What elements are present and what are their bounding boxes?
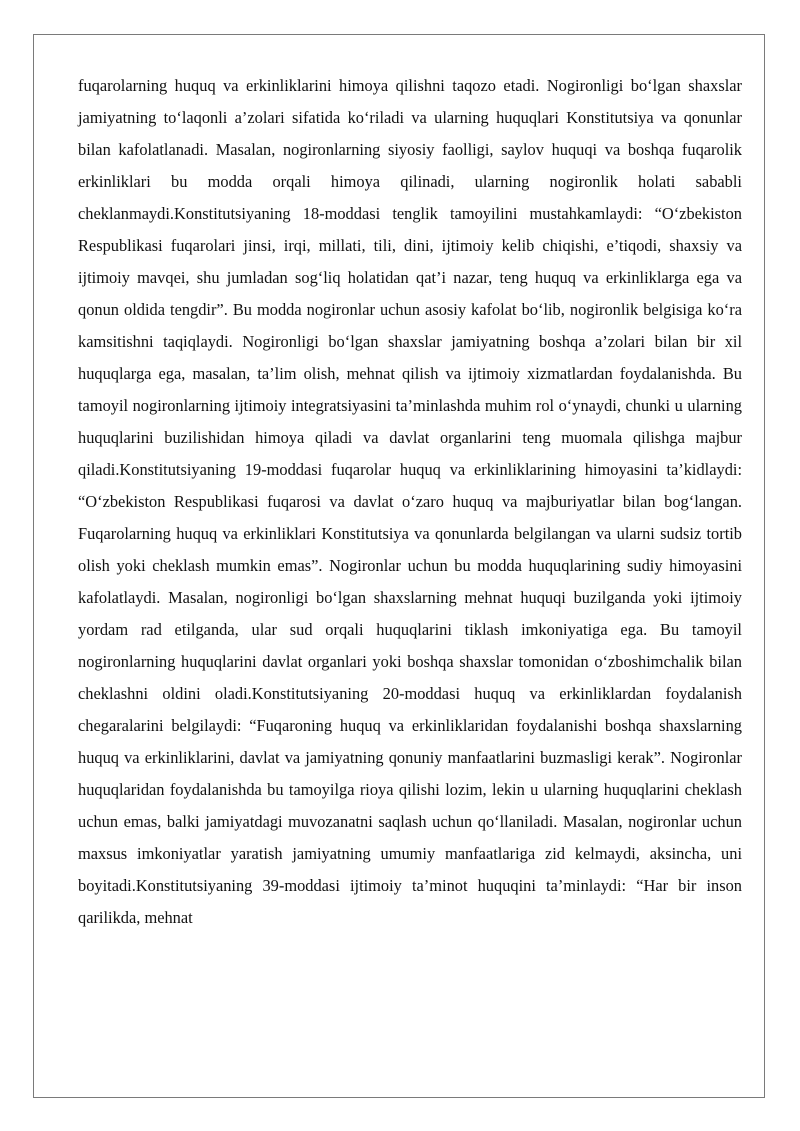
body-paragraph: fuqarolarning huquq va erkinliklarini himoya qilishni taqozo etadi. Nogironligi bo‘lgan shaxslar jamiyatning to‘laqonli a’zolari sifatida ko‘riladi va ularning huquqlari Konstitutsiya va qonunlar bilan kafolatlanadi. Masalan, nogironlarning siyosiy faolligi, saylov huquqi va boshqa fuqarolik erkinliklari bu modda orqali himoya qilinadi, ularning nogironlik holati sababli cheklanmaydi.Konstitutsiyaning 18-moddasi tenglik tamoyilini mustahkamlaydi: “O‘zbekiston Respublikasi fuqarolari jinsi, irqi, millati, tili, dini, ijtimoiy kelib chiqishi, e’tiqodi, shaxsiy va ijtimoiy mavqei, shu jumladan sog‘liq holatidan qat’i nazar, teng huquq va erkinliklarga ega va qonun oldida tengdir”. Bu modda nogironlar uchun asosiy kafolat bo‘lib, nogironlik belgisiga ko‘ra kamsitishni taqiqlaydi. Nogironligi bo‘lgan shaxslar jamiyatning boshqa a’zolari bilan bir xil huquqlarga ega, masalan, ta’lim olish, mehnat qilish va ijtimoiy xizmatlardan foydalanishda. Bu tamoyil nogironlarning ijtimoiy integratsiyasini ta’minlashda muhim rol o‘ynaydi, chunki u ularning huquqlarini buzilishidan himoya qiladi va davlat organlarini teng muomala qilishga majbur qiladi.Konstitutsiyaning 19-moddasi fuqarolar huquq va erkinliklarining himoyasini ta’kidlaydi: “O‘zbekiston Respublikasi fuqarosi va davlat o‘zaro huquq va majburiyatlar bilan bog‘langan. Fuqarolarning huquq va erkinliklari Konstitutsiya va qonunlarda belgilangan va ularni sudsiz tortib olish yoki cheklash mumkin emas”. Nogironlar uchun bu modda huquqlarining sudiy himoyasini kafolatlaydi. Masalan, nogironligi bo‘lgan shaxslarning mehnat huquqi buzilganda yoki ijtimoiy yordam rad etilganda, ular sud orqali huquqlarini tiklash imkoniyatiga ega. Bu tamoyil nogironlarning huquqlarini davlat organlari yoki boshqa shaxslar tomonidan o‘zboshimchalik bilan cheklashni oldini oladi.Konstitutsiyaning 20-moddasi huquq va erkinliklardan foydalanish chegaralarini belgilaydi: “Fuqaroning huquq va erkinliklaridan foydalanishi boshqa shaxslarning huquq va erkinliklarini, davlat va jamiyatning qonuniy manfaatlarini buzmasligi kerak”. Nogironlar huquqlaridan foydalanishda bu tamoyilga rioya qilishi lozim, lekin u ularning huquqlarini cheklash uchun emas, balki jamiyatdagi muvozanatni saqlash uchun qo‘llaniladi. Masalan, nogironlar uchun maxsus imkoniyatlar yaratish jamiyatning umumiy manfaatlariga zid kelmaydi, aksincha, uni boyitadi.Konstitutsiyaning 39-moddasi ijtimoiy ta’minot huquqini ta’minlaydi: “Har bir inson qarilikda, mehnat xyxy=(78,76,742,927)
